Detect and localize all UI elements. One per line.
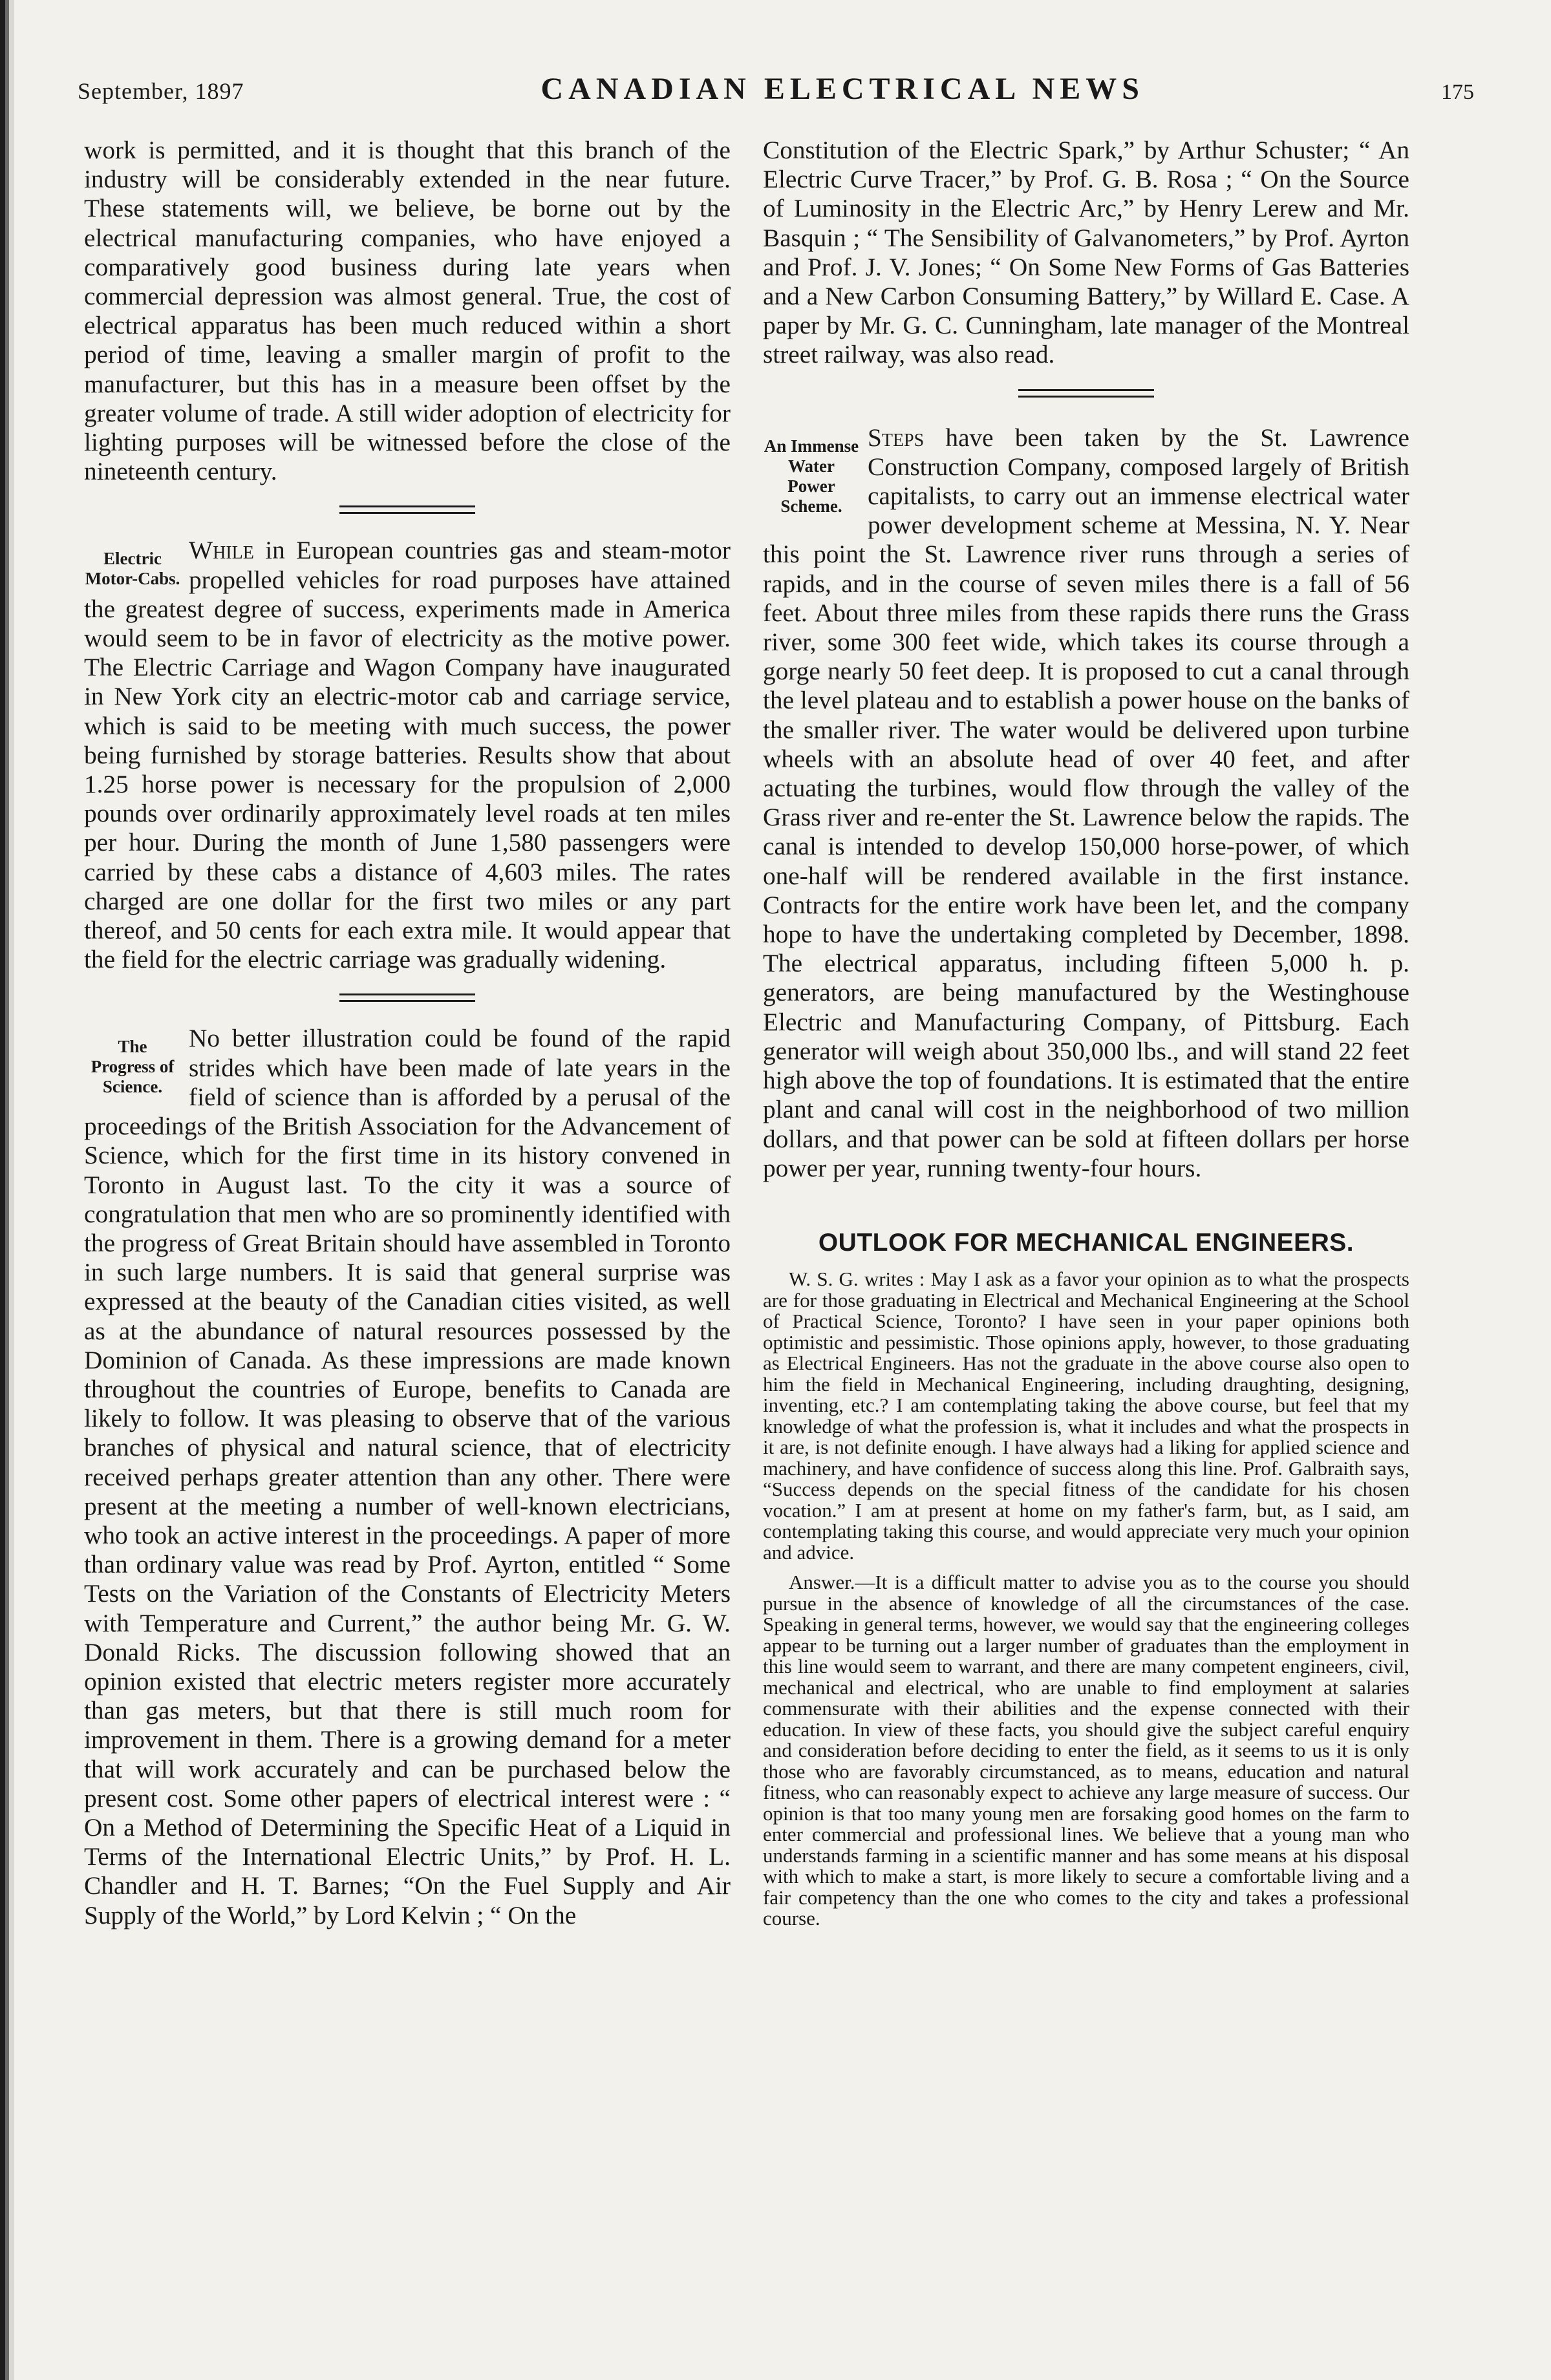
divider-rule bbox=[1018, 389, 1154, 398]
water-power-text bbox=[763, 423, 1409, 1183]
article-water-power bbox=[763, 423, 1409, 1183]
motor-cabs-lead: While bbox=[189, 536, 254, 565]
editor-answer: Answer.—It is a difficult matter to advise you as to the course you should pursue in the absence of knowledge of all the circumstances of the case. Speaking in general terms, however, we would say that the engineering colleges appear to be turning out a larger number of graduates than the employment in this line would seem to warrant, and there are many competent engineers, civil, mechanical and electrical, who are unable to find employment at salaries commensurate with their abilities and the expense connected with their education. In view of these facts, you should give the subject careful enquiry and consideration before deciding to enter the field, as it seems to us it is only those who are favorably circumstanced, as to means, education and natural fitness, who can reasonably expect to achieve any large measure of success. Our opinion is that too many young men are forsaking good homes on the farm to enter commercial and professional lines. We believe that a young man who understands farming in a scientific manner and has some means at his disposal with which to make a start, is more likely to secure a comfortable living and a fair competency than the one who comes to the city and takes a professional course. bbox=[763, 1571, 1409, 1930]
reader-letter: W. S. G. writes : May I ask as a favor your opinion as to what the prospects are for those graduating in Electrical and Mechanical Engineering at the School of Practical Science, Toronto? I have seen in your paper opinions both optimistic and pessimistic. Those opinions apply, however, to those graduating as Electrical Engineers. Has not the graduate in the above course also open to him the field in Mechanical Engineering, including draughting, designing, inventing, etc.? I am contemplating taking the above course, but feel that my knowledge of what the profession is, what it includes and what the prospects in it are, is not definite enough. I have always had a liking for applied science and machinery, and have confidence of success along this line. Prof. Galbraith says, “Success depends on the special fitness of the candidate for his chosen vocation.” I am at present at home on my father's farm, but, as I said, am contemplating taking this course, and would appreciate very much your opinion and advice. bbox=[763, 1268, 1409, 1564]
masthead-title: CANADIAN ELECTRICAL NEWS bbox=[540, 72, 1144, 106]
water-power-body: have been taken by the St. Lawrence Construction Company, composed largely of British capitalists, to carry out an immense electrical water power development scheme at Messina, N. Y. Near this point the St. Lawrence river runs through a series of rapids, and in the course of seven miles there is a fall of 56 feet. About three miles from these rapids there runs the Grass river, some 300 feet wide, which takes its course through a gorge nearly 50 feet deep. It is proposed to cut a canal through the level plateau and to establish a power house on the banks of the smaller river. The water would be delivered upon turbine wheels with an absolute head of over 40 feet, and after actuating the turbines, would flow through the valley of the Grass river and re-enter the St. Lawrence below the rapids. The canal is intended to develop 150,000 horse-power, of which one-half will be rendered available in the first instance. Contracts for the entire work have been let, and the company hope to have the undertaking completed by December, 1898. The electrical apparatus, including fifteen 5,000 h. p. generators, are being manufactured by the Westinghouse Electric and Manufacturing Company, of Pittsburg. Each generator will weigh about 350,000 lbs., and will stand 22 feet high above the top of foundations. It is estimated that the entire plant and canal will cost in the neighborhood of two million dollars, and that power can be sold at fifteen dollars per horse power per year, running twenty-four hours. bbox=[763, 423, 1409, 1182]
issue-date: September, 1897 bbox=[78, 78, 244, 104]
sidehead-water-power: An Immense Water Power Scheme. bbox=[764, 436, 859, 516]
scan-edge bbox=[0, 0, 14, 2380]
divider-rule bbox=[339, 505, 475, 514]
motor-cabs-body: in European countries gas and steam-motor propelled vehicles for road purposes have attained the greatest degree of success, experiments made in America would seem to be in favor of electricity as the motive power. The Electric Carriage and Wagon Company have inaugurated in New York city an electric-motor cab and carriage service, which is said to be meeting with much success, the power being furnished by storage batteries. Results show that about 1.25 horse power is necessary for the propulsion of 2,000 pounds over ordinarily approximately level roads at ten miles per hour. During the month of June 1,580 passengers were carried by these cabs a distance of 4,603 miles. The rates charged are one dollar for the first two miles or any part thereof, and 50 cents for each extra mile. It would appear that the field for the electric carriage was gradually widening. bbox=[84, 536, 731, 974]
article-progress-of-science bbox=[84, 1024, 731, 1929]
sidehead-progress-of-science: The Progress of Science. bbox=[91, 1037, 175, 1097]
right-column bbox=[763, 136, 1409, 1939]
page-number: 175 bbox=[1440, 80, 1474, 104]
left-column bbox=[84, 136, 731, 1930]
sidehead-motor-cabs: Electric Motor-Cabs. bbox=[85, 549, 180, 589]
article-motor-cabs bbox=[84, 536, 731, 974]
water-power-lead: Steps bbox=[868, 423, 925, 452]
progress-of-science-text: No better illustration could be found of the rapid strides which have been made of late years in the field of science than is afforded by a perusal of the proceedings of the British Association for the Advancement of Science, which for the first time in its history convened in Toronto in August last. To the city it was a source of congratulation that men who are so prominently identified with the progress of Great Britain should have assembled in Toronto in such large numbers. It is said that general surprise was expressed at the beauty of the Canadian cities visited, as well as at the abundance of natural resources possessed by the Dominion of Canada. As these impressions are made known throughout the countries of Europe, benefits to Canada are likely to follow. It was pleasing to observe that of the various branches of physical and natural science, that of electricity received perhaps greater attention than any other. There were present at the meeting a number of well-known electricians, who took an active interest in the proceedings. A paper of more than ordinary value was read by Prof. Ayrton, entitled “ Some Tests on the Variation of the Constants of Electricity Meters with Temperature and Current,” the author being Mr. G. W. Donald Ricks. The discussion following showed that an opinion existed that electric meters register more accurately than gas meters, but that there is still much room for improvement in them. There is a growing demand for a meter that will work accurately and can be purchased below the present cost. Some other papers of electrical interest were : “ On a Method of Determining the Specific Heat of a Liquid in Terms of the International Electric Units,” by Prof. H. L. Chandler and H. T. Barnes; “On the Fuel Supply and Air Supply of the World,” by Lord Kelvin ; “ On the bbox=[84, 1024, 731, 1929]
article-continuation: work is permitted, and it is thought that this branch of the industry will be considerably extended in the near future. These statements will, we believe, be borne out by the electrical manufacturing companies, who have enjoyed a comparatively good business during late years when commercial depression was almost general. True, the cost of electrical apparatus has been much reduced within a short period of time, leaving a smaller margin of profit to the manufacturer, but this has in a measure been offset by the greater volume of trade. A still wider adoption of electricity for lighting purposes will be witnessed before the close of the nineteenth century. bbox=[84, 136, 731, 486]
page-header bbox=[78, 71, 1474, 116]
section-title-outlook: OUTLOOK FOR MECHANICAL ENGINEERS. bbox=[818, 1228, 1354, 1257]
divider-rule bbox=[339, 993, 475, 1002]
letter-and-answer bbox=[763, 1269, 1409, 1929]
science-continuation: Constitution of the Electric Spark,” by Arthur Schuster; “ An Electric Curve Tracer,” by Prof. G. B. Rosa ; “ On the Source of Luminosity in the Electric Arc,” by Henry Lerew and Mr. Basquin ; “ The Sensibility of Galvanometers,” by Prof. Ayrton and Prof. J. V. Jones; “ On Some New Forms of Gas Batteries and a New Carbon Consuming Battery,” by Willard E. Case. A paper by Mr. G. C. Cunningham, late manager of the Montreal street railway, was also read. bbox=[763, 136, 1409, 369]
motor-cabs-text bbox=[84, 536, 731, 974]
